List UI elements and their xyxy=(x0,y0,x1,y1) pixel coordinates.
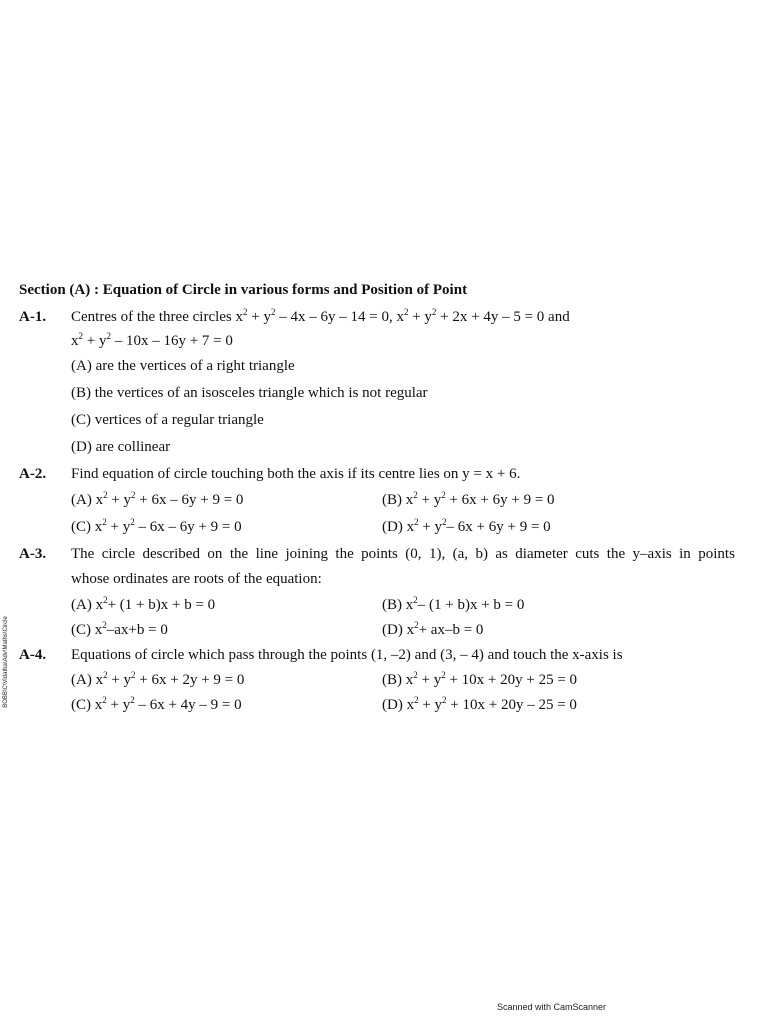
question-number-a2: A-2. xyxy=(19,466,47,482)
question-a2-option-a: (A) $x^2 + y^2 + 6x - 6y + 9 = 0$ xyxy=(71,490,244,508)
question-a2-stem: Find equation of circle touching both the axis if its centre lies on y = x + 6. xyxy=(71,466,521,482)
question-a3-stem-line1: The circle described on the line joining the points (0, 1), (a, b) as diameter cuts the y–axis in points xyxy=(71,546,735,562)
question-a1-option-c: (C) vertices of a regular triangle xyxy=(71,412,264,428)
section-heading: Section (A) : Equation of Circle in various forms and Position of Point xyxy=(19,282,468,298)
question-a4-stem: Equations of circle which pass through the points (1, –2) and (3, – 4) and touch the x-axis is xyxy=(71,647,623,663)
question-a3-option-d: (D) $x^2+ ax-b = 0$ xyxy=(382,620,484,638)
question-a4-option-c: (C) $x^2 + y^2 - 6x + 4y - 9 = 0$ xyxy=(71,695,242,713)
question-a3-option-a: (A) $x^2+ (1 + b)x + b = 0$ xyxy=(71,595,216,613)
margin-file-path: BOBB\C\Vidatha\Adv\Maths\Circle xyxy=(3,616,9,708)
question-a3-option-b: (B) $x^2-$ (1 + b)x + b = 0 xyxy=(382,595,525,613)
question-a1-option-d: (D) are collinear xyxy=(71,439,171,455)
question-a2-option-b: (B) $x^2 + y^2 + 6x + 6y + 9 = 0$ xyxy=(382,490,555,508)
question-a1-stem-line1: Centres of the three circles $x^2 + y^2 - 4x - 6y - 14 = 0$, $x^2 + y^2 + 2x + 4y - 5 = 0$ and xyxy=(71,307,570,325)
question-a4-option-d: (D) $x^2 + y^2 + 10x + 20y - 25 = 0$ xyxy=(382,695,577,713)
question-number-a4: A-4. xyxy=(19,647,47,663)
question-a1-option-a: (A) are the vertices of a right triangle xyxy=(71,358,295,374)
scanner-watermark: Scanned with CamScanner xyxy=(497,1002,607,1012)
question-a4-option-a: (A) $x^2 + y^2 + 6x + 2y + 9 = 0$ xyxy=(71,670,245,688)
question-number-a3: A-3. xyxy=(19,546,47,562)
question-a1-option-b: (B) the vertices of an isosceles triangle which is not regular xyxy=(71,385,428,401)
question-a3-stem-line2: whose ordinates are roots of the equation: xyxy=(71,571,322,587)
question-a1-stem-line2: $x^2 + y^2 - 10x - 16y + 7 = 0$ xyxy=(71,331,233,349)
question-a4-option-b: (B) $x^2 + y^2 + 10x + 20y + 25 = 0$ xyxy=(382,670,578,688)
question-a2-option-c: (C) $x^2 + y^2 - 6x - 6y + 9 = 0$ xyxy=(71,517,242,535)
question-a3-option-c: (C) $x^2-ax+b = 0$ xyxy=(71,620,168,638)
question-number-a1: A-1. xyxy=(19,309,47,325)
question-a2-option-d: (D) $x^2 + y^2-$ 6x + 6y + 9 = 0 xyxy=(382,517,551,535)
